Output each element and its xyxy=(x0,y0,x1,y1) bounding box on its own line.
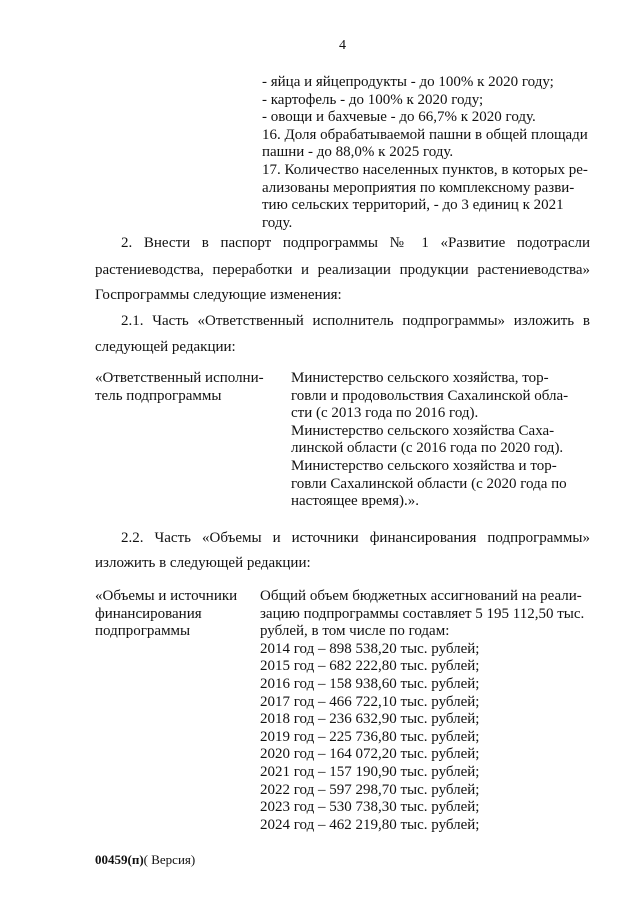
value-line: Министерство сельского хозяйства Саха- xyxy=(291,422,555,439)
year-amount-line: 2015 год – 682 222,80 тыс. рублей; xyxy=(260,658,480,675)
list-item: 17. Количество населенных пунктов, в которых ре- xyxy=(262,161,588,178)
document-footer xyxy=(95,851,195,869)
list-item: году. xyxy=(262,214,293,231)
goals-list xyxy=(262,74,592,232)
year-amount-line: 2016 год – 158 938,60 тыс. рублей; xyxy=(260,675,480,692)
paragraph-2-line: растениеводства, переработки и реализации продукции растениеводства» xyxy=(95,262,590,278)
list-item: - яйца и яйцепродукты - до 100% к 2020 году; xyxy=(262,74,554,90)
year-amount-line: 2023 год – 530 738,30 тыс. рублей; xyxy=(260,799,480,816)
year-amount-line: 2022 год – 597 298,70 тыс. рублей; xyxy=(260,781,480,798)
list-item: - картофель - до 100% к 2020 году; xyxy=(262,91,484,108)
responsible-label xyxy=(95,370,264,405)
label-line: «Ответственный исполни- xyxy=(95,370,264,386)
label-line: подпрограммы xyxy=(95,623,191,640)
list-item: пашни - до 88,0% к 2025 году. xyxy=(262,144,454,161)
year-amount-line: 2018 год – 236 632,90 тыс. рублей; xyxy=(260,711,480,728)
value-line: Министерство сельского хозяйства, тор- xyxy=(291,370,549,386)
list-item: тию сельских территорий, - до 3 единиц к 2021 xyxy=(262,197,564,214)
financing-value xyxy=(260,588,584,834)
value-line: рублей, в том числе по годам: xyxy=(260,623,450,640)
value-line: линской области (с 2016 года по 2020 год). xyxy=(291,440,564,457)
financing-label xyxy=(95,588,237,641)
year-amount-line: 2021 год – 157 190,90 тыс. рублей; xyxy=(260,763,480,780)
paragraph-2-1-line: 2.1. Часть «Ответственный исполнитель подпрограммы» изложить в xyxy=(121,313,590,329)
list-item: 16. Доля обрабатываемой пашни в общей площади xyxy=(262,126,588,143)
paragraph-2-line: 2. Внести в паспорт подпрограммы № 1 «Развитие подотрасли xyxy=(121,235,590,251)
value-line: Общий объем бюджетных ассигнований на реали- xyxy=(260,588,582,604)
list-item: - овощи и бахчевые - до 66,7% к 2020 году. xyxy=(262,109,536,126)
year-amount-line: 2020 год – 164 072,20 тыс. рублей; xyxy=(260,746,480,763)
value-line: сти (с 2013 года по 2016 год). xyxy=(291,405,479,422)
document-code: 00459(п) xyxy=(95,852,144,867)
paragraph-2-2-line: изложить в следующей редакции: xyxy=(95,555,311,571)
value-line: Министерство сельского хозяйства и тор- xyxy=(291,457,557,474)
value-line: говли и продовольствия Сахалинской обла- xyxy=(291,387,569,404)
paragraph-2-line: Госпрограммы следующие изменения: xyxy=(95,287,342,303)
year-amount-line: 2014 год – 898 538,20 тыс. рублей; xyxy=(260,640,480,657)
label-line: «Объемы и источники xyxy=(95,588,238,604)
page-number: 4 xyxy=(339,38,346,53)
value-line: настоящее время).». xyxy=(291,493,420,510)
year-amount-line: 2019 год – 225 736,80 тыс. рублей; xyxy=(260,728,480,745)
version-label: ( Версия) xyxy=(143,852,196,867)
responsible-value xyxy=(291,370,568,511)
value-line: зацию подпрограммы составляет 5 195 112,50 тыс. xyxy=(260,605,585,622)
value-line: говли Сахалинской области (с 2020 года по xyxy=(291,475,567,492)
list-item: ализованы мероприятия по комплексному разви- xyxy=(262,179,575,196)
paragraph-2-2-line: 2.2. Часть «Объемы и источники финансирования подпрограммы» xyxy=(121,530,590,546)
year-amount-line: 2017 год – 466 722,10 тыс. рублей; xyxy=(260,693,480,710)
label-line: финансирования xyxy=(95,605,202,622)
label-line: тель подпрограммы xyxy=(95,387,222,404)
year-amount-line: 2024 год – 462 219,80 тыс. рублей; xyxy=(260,816,480,833)
paragraph-2-1-line: следующей редакции: xyxy=(95,339,236,355)
